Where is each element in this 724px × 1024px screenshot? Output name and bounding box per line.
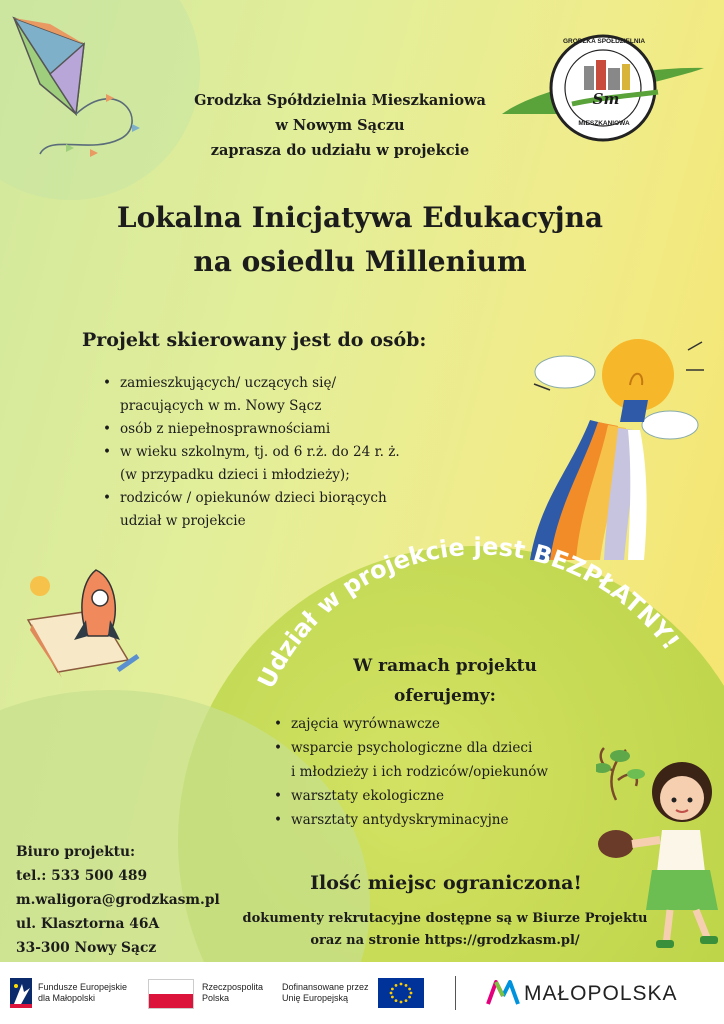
list-item: • warsztaty antydyskryminacyjne (274, 808, 604, 832)
poland-flag-icon (148, 979, 194, 1009)
rp-text: Rzeczpospolita Polska (202, 982, 264, 1003)
title-line-1: Lokalna Inicjatywa Edukacyjna (116, 201, 604, 234)
invitation-line: zaprasza do udziału w projekcie (210, 142, 470, 159)
logo-ring-top: GRODZKA SPÓŁDZIELNIA (562, 38, 646, 45)
office-label: Biuro projektu: (16, 844, 136, 860)
eu-text: Dofinansowane przez Unię Europejską (282, 982, 369, 1003)
organizer-name: Grodzka Spółdzielnia Mieszkaniowa (194, 92, 486, 109)
offer-heading (310, 651, 580, 711)
offer-heading-line-2: oferujemy: (394, 686, 496, 706)
funding-footer (0, 962, 724, 1024)
fe-text: Fundusze Europejskie dla Małopolski (38, 982, 128, 1003)
region-name: MAŁOPOLSKA (524, 982, 678, 1005)
list-item: • warsztaty ekologiczne (274, 784, 604, 808)
offer-list (274, 712, 604, 832)
organizer-city: w Nowym Sączu (275, 117, 405, 134)
documents-line-1: dokumenty rekrutacyjne dostępne są w Biurze Projektu (242, 911, 648, 926)
offer-heading-line-1: W ramach projektu (353, 656, 537, 676)
list-item: • zajęcia wyrównawcze (274, 712, 604, 736)
european-funds-icon (10, 978, 32, 1008)
malopolska-m-icon (486, 980, 520, 1006)
office-email: m.waligora@grodzkasm.pl (16, 892, 220, 908)
limited-places-notice: Ilość miejsc ograniczona! (310, 872, 582, 894)
logo-mark: Sm (592, 90, 620, 108)
office-city: 33-300 Nowy Sącz (16, 940, 157, 956)
list-item: • zamieszkujących/ uczących się/ pracujących w m. Nowy Sącz (103, 372, 453, 418)
office-street: ul. Klasztorna 46A (16, 916, 160, 932)
title-line-2: na osiedlu Millenium (193, 245, 527, 278)
list-item: • rodziców / opiekunów dzieci biorących udział w projekcie (103, 487, 453, 533)
free-banner-text: Udział w projekcie jest BEZPŁATNY! (252, 532, 685, 693)
list-item: • osób z niepełnosprawnościami (103, 418, 453, 441)
project-office (16, 840, 220, 960)
eu-flag-icon (378, 978, 424, 1008)
list-item: • w wieku szkolnym, tj. od 6 r.ż. do 24 r. ż. (w przypadku dzieci i młodzieży); (103, 441, 453, 487)
logo-ring-bottom: MIESZKANIOWA (578, 120, 630, 127)
documents-line-2: oraz na stronie https://grodzkasm.pl/ (310, 933, 580, 948)
list-item: • wsparcie psychologiczne dla dzieci i młodzieży i ich rodziców/opiekunów (274, 736, 604, 784)
footer-divider (455, 976, 456, 1010)
documents-notice (210, 908, 680, 952)
target-heading: Projekt skierowany jest do osób: (82, 329, 427, 351)
fe-logo (10, 978, 32, 1013)
office-phone: tel.: 533 500 489 (16, 868, 148, 884)
